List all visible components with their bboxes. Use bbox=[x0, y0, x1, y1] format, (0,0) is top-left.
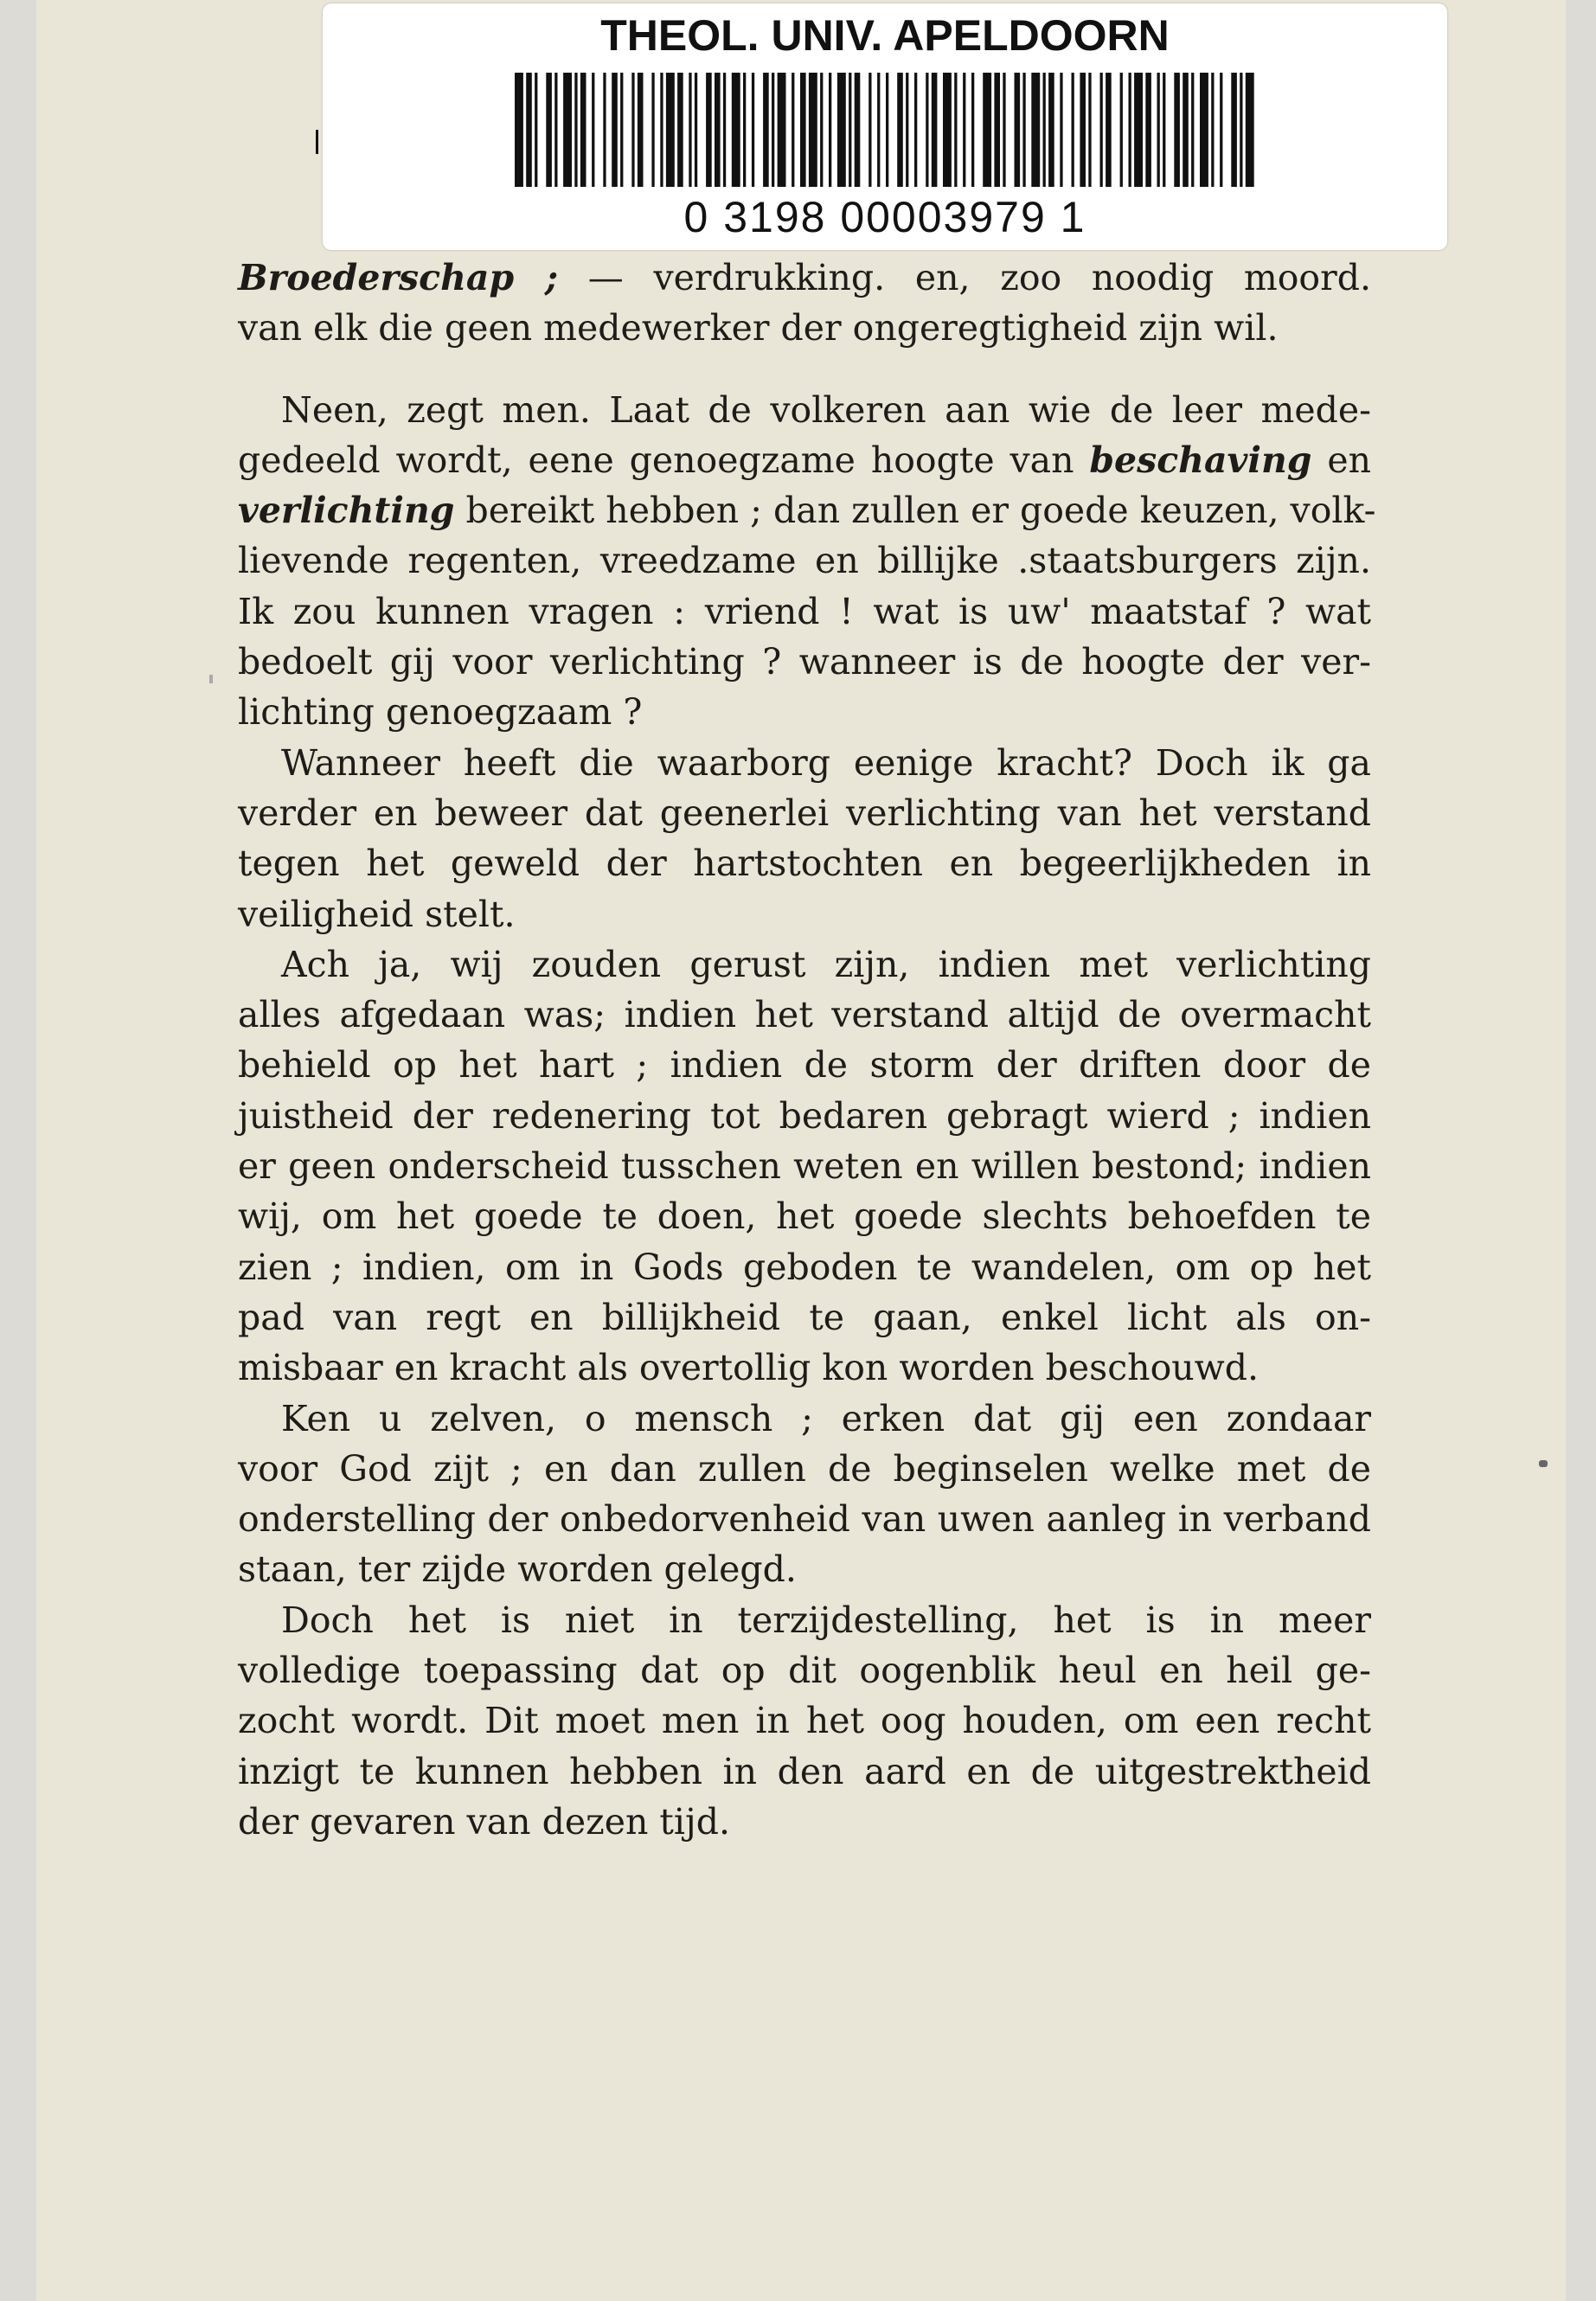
barcode-bar bbox=[778, 73, 786, 187]
barcode-bar bbox=[1231, 73, 1237, 187]
library-barcode-label bbox=[323, 3, 1447, 250]
barcode-bar bbox=[563, 73, 572, 187]
ink-smudge bbox=[1539, 1460, 1548, 1467]
barcode-bar bbox=[837, 73, 846, 187]
text-run: volledige toepassing dat op dit oogenblik heul en heil ge- bbox=[238, 1650, 1371, 1692]
barcode-bar bbox=[1191, 73, 1194, 187]
barcode-bar bbox=[526, 73, 532, 187]
text-run: zocht wordt. Dit moet men in het oog houden, om een recht bbox=[238, 1700, 1371, 1742]
barcode-bar bbox=[1100, 73, 1103, 187]
text-run: er geen onderscheid tusschen weten en willen bestond; indien bbox=[238, 1145, 1371, 1188]
barcode-bar bbox=[743, 73, 746, 187]
barcode-bar bbox=[809, 73, 817, 187]
text-line bbox=[238, 535, 1371, 586]
text-run: voor God zijt ; en dan zullen de beginselen welke met de bbox=[238, 1447, 1371, 1490]
text-line bbox=[238, 738, 1371, 788]
text-run: — verdrukking. en, zoo noodig moord. bbox=[558, 257, 1371, 298]
barcode-bar bbox=[877, 73, 880, 187]
barcode-bar bbox=[752, 73, 754, 187]
text-line bbox=[238, 939, 1371, 990]
italic-term: Broederschap ; bbox=[238, 257, 559, 298]
barcode-bar bbox=[1145, 73, 1151, 187]
barcode-bar bbox=[706, 73, 712, 187]
barcode-bar bbox=[515, 73, 523, 187]
barcode-bar bbox=[574, 73, 577, 187]
text-line bbox=[238, 990, 1371, 1040]
margin-mark bbox=[316, 130, 318, 154]
barcode-bar bbox=[963, 73, 965, 187]
barcode-bar bbox=[1003, 73, 1005, 187]
barcode-bar bbox=[914, 73, 917, 187]
text-run: der gevaren van dezen tijd. bbox=[238, 1800, 730, 1843]
barcode-bar bbox=[689, 73, 691, 187]
barcode-bar bbox=[926, 73, 928, 187]
barcode-bar bbox=[554, 73, 557, 187]
text-line bbox=[238, 1494, 1371, 1544]
barcode-bar bbox=[1211, 73, 1214, 187]
barcode-bar bbox=[1120, 73, 1123, 187]
library-name: THEOL. UNIV. APELDOORN bbox=[600, 11, 1170, 60]
barcode-bar bbox=[603, 73, 606, 187]
text-run: onderstelling der onbedorvenheid van uwen aanleg in verband bbox=[238, 1498, 1371, 1541]
text-run: bereikt hebben ; dan zullen er goede keuzen, volk- bbox=[454, 490, 1376, 532]
text-run: van elk die geen medewerker der ongeregtigheid zijn wil. bbox=[238, 307, 1279, 349]
barcode-bar bbox=[1015, 73, 1021, 187]
text-run: alles afgedaan was; indien het verstand altijd de overmacht bbox=[238, 994, 1371, 1036]
text-line bbox=[238, 1747, 1371, 1797]
text-run: Ik zou kunnen vragen : vriend ! wat is uw' maatstaf ? wat bbox=[238, 590, 1371, 632]
text-line bbox=[238, 788, 1371, 838]
text-run: inzigt te kunnen hebben in den aard en de uitgestrektheid bbox=[238, 1750, 1371, 1792]
barcode-bar bbox=[1220, 73, 1222, 187]
barcode-bar bbox=[732, 73, 740, 187]
barcode-bar bbox=[1134, 73, 1143, 187]
barcode-bar bbox=[1031, 73, 1040, 187]
barcode-bar bbox=[1163, 73, 1165, 187]
text-run: Ach ja, wij zouden gerust zijn, indien met verlichting bbox=[281, 943, 1371, 985]
barcode-bar bbox=[1183, 73, 1189, 187]
barcode-bar bbox=[829, 73, 831, 187]
paragraph-gap bbox=[238, 354, 1371, 385]
text-run: tegen het geweld der hartstochten en begeerlijkheden in bbox=[238, 843, 1371, 885]
barcode-bar bbox=[1200, 73, 1208, 187]
text-run: juistheid der redenering tot bedaren gebragt wierd ; indien bbox=[238, 1094, 1371, 1137]
text-line bbox=[238, 1797, 1371, 1847]
barcode-bar bbox=[612, 73, 618, 187]
text-line bbox=[238, 253, 1371, 303]
text-line bbox=[238, 1091, 1371, 1141]
barcode-bar bbox=[869, 73, 871, 187]
barcode-bar bbox=[1022, 73, 1025, 187]
barcode-bar bbox=[631, 73, 634, 187]
barcode-bar bbox=[1157, 73, 1160, 187]
text-line bbox=[238, 1242, 1371, 1292]
text-run: lichting genoegzaam ? bbox=[238, 691, 643, 734]
barcode-bar bbox=[971, 73, 974, 187]
barcode-bar bbox=[638, 73, 644, 187]
text-run: en bbox=[1311, 439, 1371, 481]
text-line bbox=[238, 889, 1371, 939]
text-line bbox=[238, 303, 1371, 353]
text-run: lievende regenten, vreedzame en billijke .staatsburgers zijn. bbox=[238, 540, 1371, 582]
text-run: zien ; indien, om in Gods geboden te wandelen, om op het bbox=[238, 1246, 1371, 1288]
barcode-bar bbox=[1048, 73, 1054, 187]
text-line bbox=[238, 637, 1371, 687]
text-line bbox=[238, 485, 1376, 535]
barcode-bar bbox=[772, 73, 774, 187]
barcode-bar bbox=[954, 73, 957, 187]
barcode-image bbox=[515, 73, 1255, 187]
text-line bbox=[238, 1343, 1371, 1393]
text-run: pad van regt en billijkheid te gaan, enkel licht als on- bbox=[238, 1296, 1371, 1338]
barcode-bar bbox=[1106, 73, 1112, 187]
barcode-bar bbox=[1088, 73, 1091, 187]
italic-term: beschaving bbox=[1089, 439, 1312, 481]
text-line bbox=[238, 1444, 1371, 1494]
text-run: Neen, zegt men. Laat de volkeren aan wie de leer mede- bbox=[281, 388, 1371, 431]
barcode-bar bbox=[580, 73, 586, 187]
barcode-bar bbox=[906, 73, 908, 187]
barcode-bar bbox=[820, 73, 823, 187]
text-line bbox=[238, 1394, 1371, 1444]
text-line bbox=[238, 1595, 1371, 1645]
barcode-number: 0 3198 00003979 1 bbox=[683, 193, 1086, 241]
text-run: veiligheid stelt. bbox=[238, 893, 516, 935]
text-line bbox=[238, 1645, 1371, 1695]
barcode-bar bbox=[1060, 73, 1062, 187]
text-run: behield op het hart ; indien de storm der driften door de bbox=[238, 1044, 1371, 1086]
text-line bbox=[238, 385, 1371, 435]
barcode-bar bbox=[677, 73, 683, 187]
barcode-bar bbox=[1043, 73, 1046, 187]
barcode-bar bbox=[546, 73, 552, 187]
text-run: gedeeld wordt, eene genoegzame hoogte van bbox=[238, 439, 1090, 481]
barcode-bar bbox=[592, 73, 594, 187]
text-run: misbaar en kracht als overtollig kon worden beschouwd. bbox=[238, 1347, 1259, 1389]
text-line bbox=[238, 1695, 1371, 1746]
barcode-bar bbox=[1174, 73, 1180, 187]
barcode-bar bbox=[1240, 73, 1242, 187]
text-line bbox=[238, 1141, 1371, 1191]
text-run: verder en beweer dat geenerlei verlichting van het verstand bbox=[238, 792, 1371, 834]
text-line bbox=[238, 1040, 1371, 1090]
barcode-bar bbox=[1072, 73, 1074, 187]
barcode-bar bbox=[695, 73, 697, 187]
barcode-bar bbox=[660, 73, 663, 187]
page-body-text bbox=[238, 253, 1376, 1847]
barcode-bar bbox=[994, 73, 1000, 187]
barcode-bar bbox=[715, 73, 721, 187]
text-line bbox=[238, 1292, 1371, 1343]
barcode-bar bbox=[932, 73, 938, 187]
text-line bbox=[238, 435, 1371, 485]
paper-speck bbox=[209, 675, 213, 683]
italic-term: verlichting bbox=[238, 490, 455, 532]
barcode-bar bbox=[666, 73, 675, 187]
barcode-bar bbox=[792, 73, 794, 187]
barcode-bar bbox=[1246, 73, 1254, 187]
text-run: Wanneer heeft die waarborg eenige kracht? Doch ik ga bbox=[281, 741, 1371, 784]
barcode-bar bbox=[855, 73, 861, 187]
text-run: bedoelt gij voor verlichting ? wanneer is de hoogte der ver- bbox=[238, 641, 1371, 683]
text-line bbox=[238, 1191, 1371, 1241]
text-run: Ken u zelven, o mensch ; erken dat gij een zondaar bbox=[281, 1397, 1371, 1439]
barcode-bar bbox=[651, 73, 654, 187]
text-line bbox=[238, 586, 1371, 637]
barcode-bar bbox=[943, 73, 952, 187]
barcode-bar bbox=[763, 73, 769, 187]
text-run: wij, om het goede te doen, het goede slechts behoefden te bbox=[238, 1195, 1371, 1238]
text-line bbox=[238, 687, 1371, 737]
text-line bbox=[238, 1544, 1371, 1594]
barcode-bar bbox=[723, 73, 726, 187]
text-run: Doch het is niet in terzijdestelling, het is in meer bbox=[281, 1599, 1371, 1641]
barcode-bar bbox=[849, 73, 851, 187]
barcode-bar bbox=[800, 73, 806, 187]
text-line bbox=[238, 838, 1371, 888]
barcode-bar bbox=[620, 73, 623, 187]
barcode-bar bbox=[535, 73, 537, 187]
barcode-bar bbox=[897, 73, 903, 187]
barcode-bar bbox=[1129, 73, 1131, 187]
text-run: staan, ter zijde worden gelegd. bbox=[238, 1548, 797, 1591]
barcode-bar bbox=[983, 73, 991, 187]
barcode-bar bbox=[886, 73, 888, 187]
barcode-bar bbox=[1080, 73, 1086, 187]
